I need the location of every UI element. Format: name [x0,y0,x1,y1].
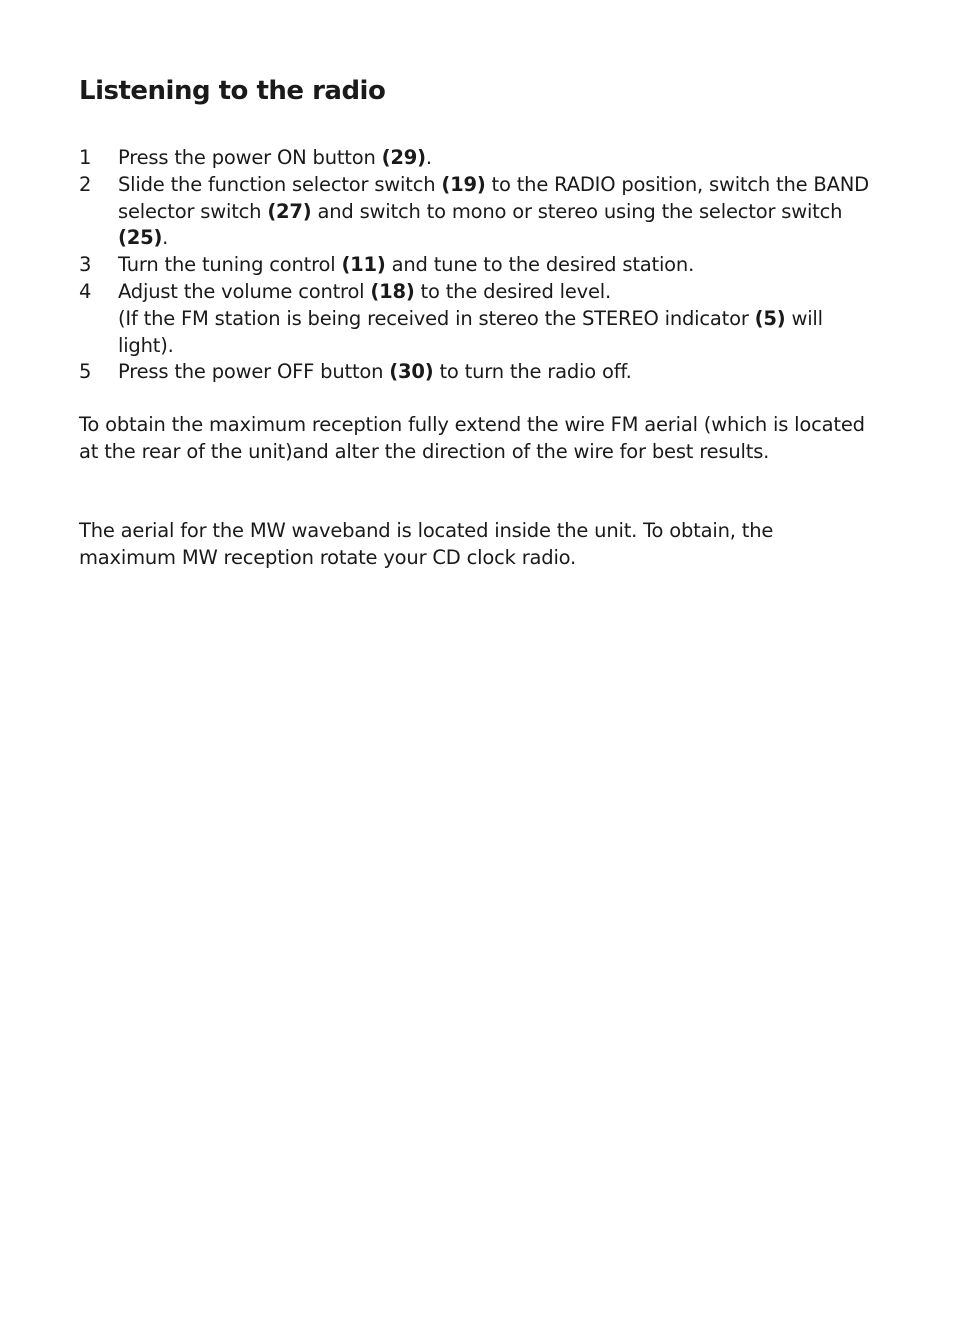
part-reference: (5) [754,306,786,330]
step-2 [79,172,879,252]
part-reference: (19) [441,172,486,196]
step-1 [79,145,879,172]
part-reference: (18) [370,279,415,303]
step-text: Press the power ON button (29). [118,146,432,169]
part-reference: (27) [267,199,312,223]
mw-aerial-paragraph: The aerial for the MW waveband is located inside the unit. To obtain, the maximum MW reception rotate your CD clock radio. [79,519,774,569]
instruction-steps [79,145,879,386]
step-text: Adjust the volume control (18) to the desired level. [118,279,612,303]
part-reference: (30) [389,360,434,384]
step-number: 1 [79,146,92,169]
part-reference: (11) [341,253,386,277]
step-text: Slide the function selector switch (19) to the RADIO position, switch the BAND selector switch (27) and switch to mono or stereo using the selector switch (25). [118,172,869,250]
part-reference: (29) [381,146,426,169]
fm-aerial-paragraph: To obtain the maximum reception fully extend the wire FM aerial (which is located at the rear of the unit)and alter the direction of the wire for best results. [79,413,865,463]
step-number: 2 [79,172,92,196]
step-text: Turn the tuning control (11) and tune to the desired station. [118,253,695,277]
page-title: Listening to the radio [79,76,386,106]
step-note: (If the FM station is being received in stereo the STEREO indicator (5) will light). [118,306,823,357]
step-text: Press the power OFF button (30) to turn the radio off. [118,360,632,384]
step-3 [79,252,879,279]
step-number: 4 [79,279,92,303]
step-number: 5 [79,360,92,384]
step-5 [79,359,879,386]
part-reference: (25) [118,226,163,250]
step-number: 3 [79,253,92,277]
step-4 [79,279,879,359]
